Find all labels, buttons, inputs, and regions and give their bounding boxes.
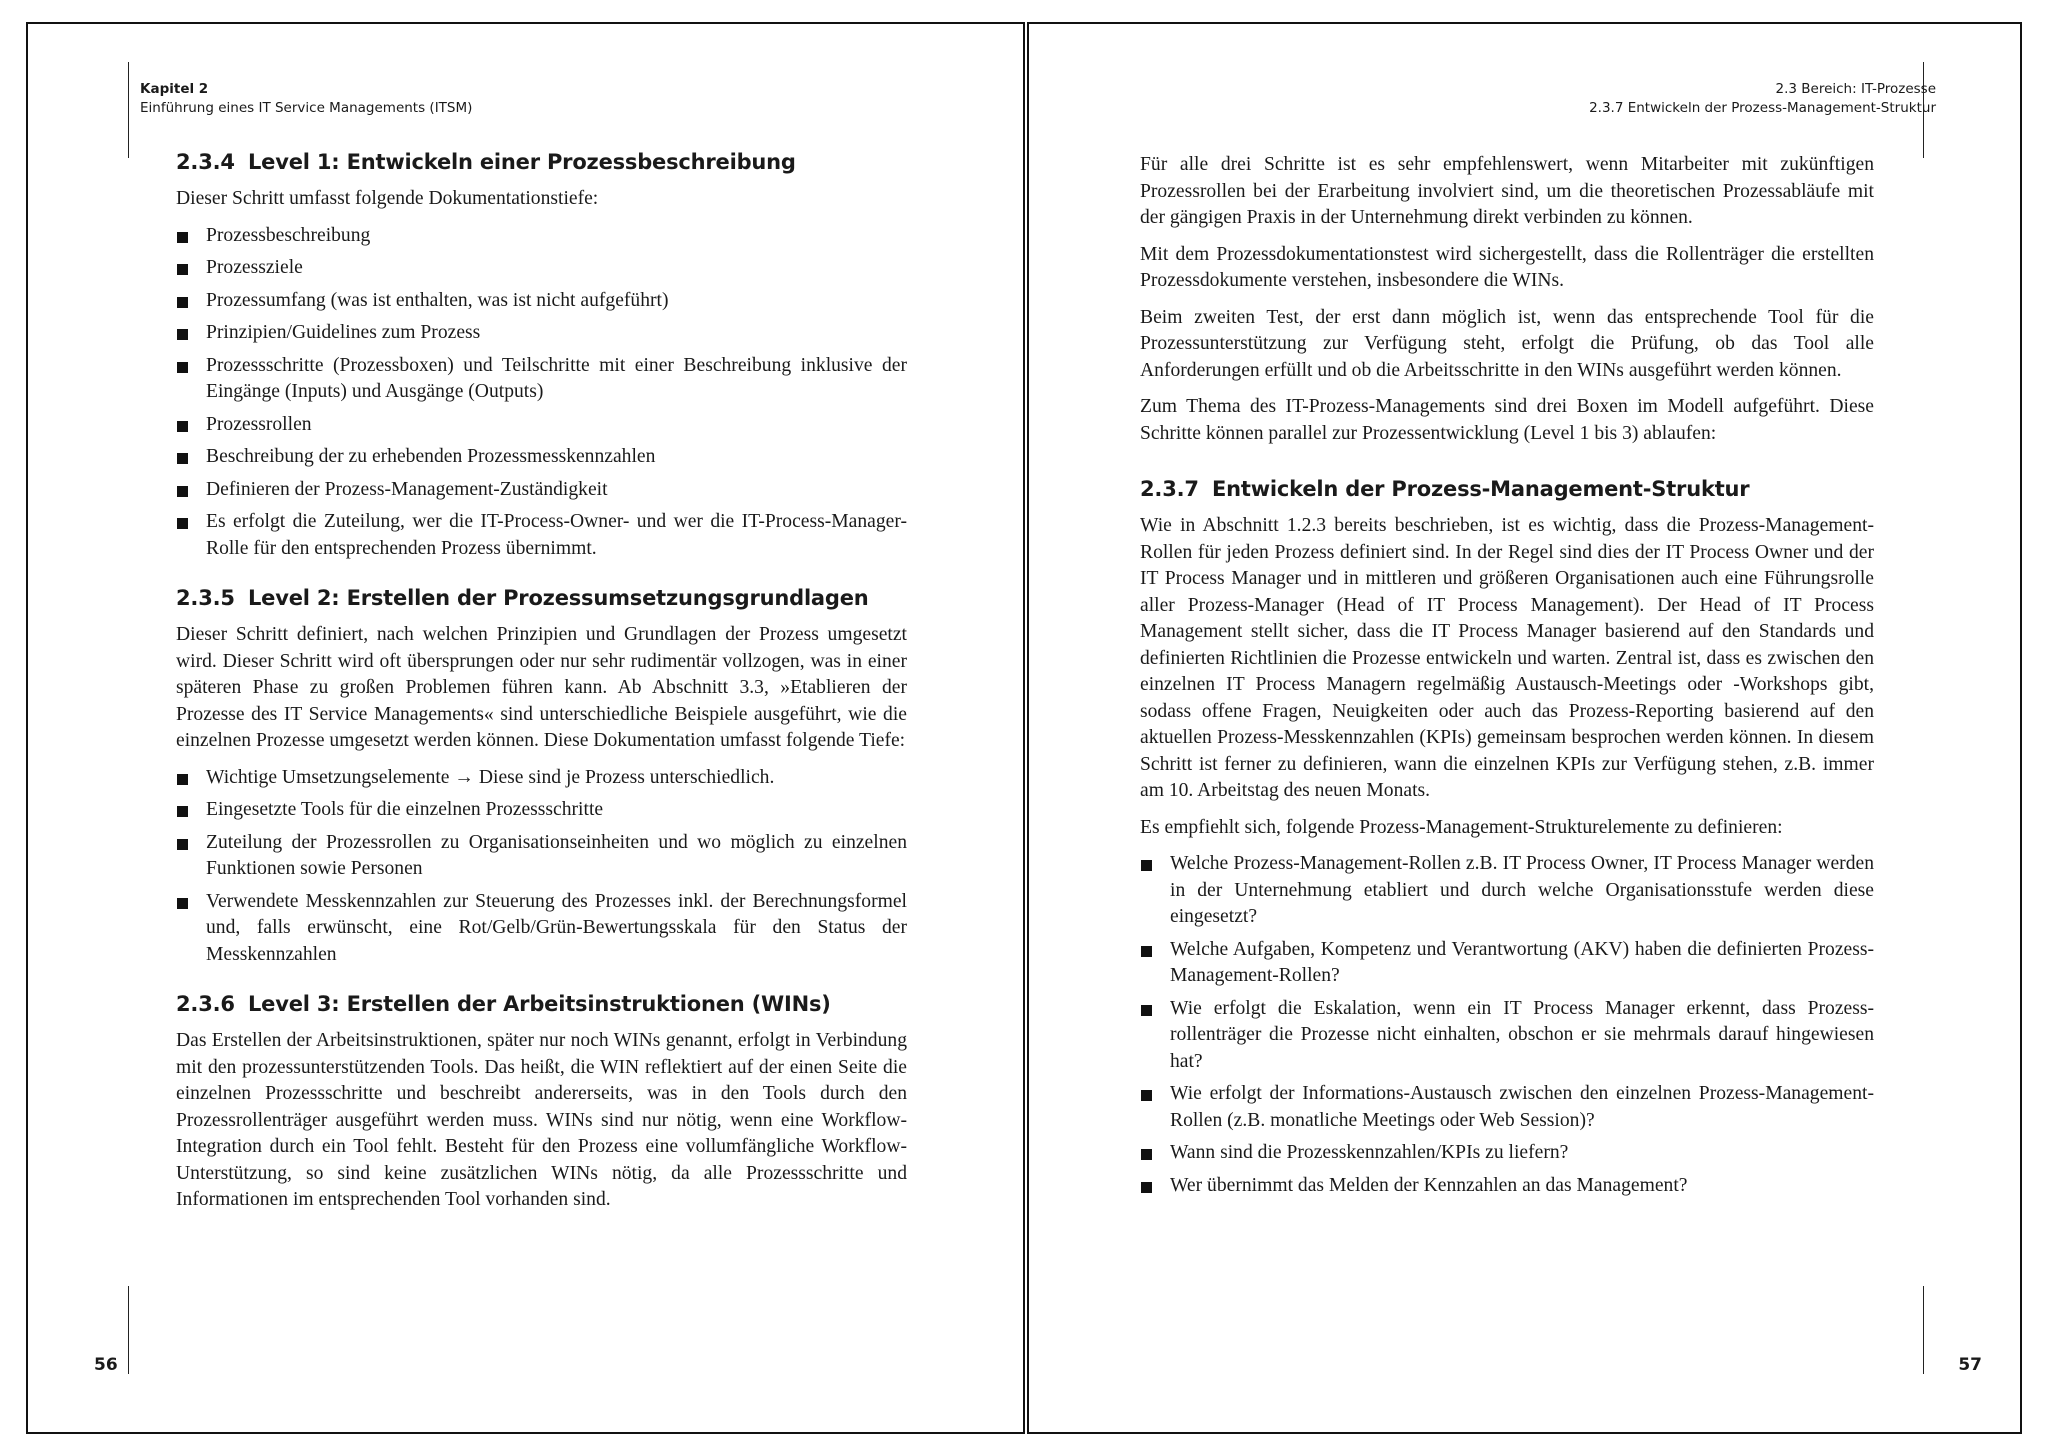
paragraph: Beim zweiten Test, der erst dann möglich ist, wenn das entsprechende Tool für die Prozessunterstützung zur Verfügung steht, erfolgt die Prüfung, ob das Tool alle Anforderungen erfüllt und ob die Arbeitsschritte in den WINs ausgeführt werden können. <box>1140 306 1874 381</box>
bullet-square-icon <box>177 898 188 909</box>
section-intro: Das Erstellen der Arbeitsinstruktionen, später nur noch WINs genannt, erfolgt in Verbindung mit den prozessunterstützenden Tools. Das heißt, die WIN reflektiert auf der einen Seite die einzelnen Prozessschritte und beschreibt andererseits, was in den Tools durch den Prozessrollenträger ausgeführt werden muss. WINs sind nur nötig, wenn eine Workflow-Integration durch ein Tool fehlt. Besteht für den Prozess eine vollumfängliche Workflow-Unterstützung, so sind keine zusätzlichen WINs nötig, da alle Prozessschritte und Informationen im entsprechenden Tool vorhanden sind. <box>176 1030 907 1210</box>
bullet-square-icon <box>177 453 188 464</box>
bullet-square-icon <box>177 806 188 817</box>
bullet-square-icon <box>177 297 188 308</box>
bullet-square-icon <box>177 264 188 275</box>
bullet-square-icon <box>177 421 188 432</box>
chapter-title: Einführung eines IT Service Managements (ITSM) <box>140 100 473 116</box>
section-number: 2.3.4 <box>176 150 235 174</box>
bullet-square-icon <box>1141 1182 1152 1193</box>
list-item: Wie erfolgt der Informations-Austausch zwischen den einzelnen Prozess-Management-Rollen (z.B. monatliche Meetings oder Web Session)? <box>1140 1081 1874 1134</box>
list-item: Prinzipien/Guidelines zum Prozess <box>176 320 907 347</box>
list-item: Wichtige Umsetzungselemente → Diese sind je Prozess unterschiedlich. <box>176 765 907 792</box>
list-item: Prozessziele <box>176 255 907 282</box>
bullet-square-icon <box>1141 946 1152 957</box>
footer-rule <box>1923 1286 1924 1374</box>
bullet-square-icon <box>177 329 188 340</box>
list-item: Prozessumfang (was ist enthalten, was ist nicht aufgeführt) <box>176 288 907 315</box>
right-page <box>1027 22 2022 1434</box>
list-item: Welche Prozess-Management-Rollen z.B. IT Process Owner, IT Process Manager werden in der Unternehmung etabliert und durch welche Organisationsstufe werden diese eingesetzt? <box>1140 851 1874 931</box>
bullet-list <box>1140 851 1874 1199</box>
section-heading <box>176 148 907 176</box>
section-number: 2.3.7 <box>1140 477 1199 501</box>
list-item: Definieren der Prozess-Management-Zuständigkeit <box>176 477 907 504</box>
bullet-square-icon <box>1141 1149 1152 1160</box>
running-head-right <box>1589 80 1936 118</box>
left-page-body <box>176 148 907 1224</box>
right-page-body <box>1140 152 1874 1209</box>
list-item: Prozessrollen <box>176 412 907 439</box>
bullet-square-icon <box>177 839 188 850</box>
list-item: Zuteilung der Prozessrollen zu Organisationseinheiten und wo möglich zu einzelnen Funktionen sowie Personen <box>176 830 907 883</box>
section-heading <box>176 584 907 612</box>
list-item: Prozessbeschreibung <box>176 223 907 250</box>
section-number: 2.3.5 <box>176 586 235 610</box>
list-item: Verwendete Messkennzahlen zur Steuerung des Prozesses inkl. der Berechnungsformel und, falls erwünscht, eine Rot/Gelb/Grün-Bewertungsskala für den Status der Messkennzahlen <box>176 889 907 969</box>
bullet-square-icon <box>1141 1005 1152 1016</box>
paragraph: Für alle drei Schritte ist es sehr empfehlenswert, wenn Mitarbeiter mit zukünftigen Prozessrollen bei der Erarbeitung involviert sind, um die theoretischen Prozessabläufe mit der gängigen Praxis in der Unternehmung direkt verbinden zu können. <box>1140 154 1874 228</box>
bullet-square-icon <box>177 486 188 497</box>
list-item: Es erfolgt die Zuteilung, wer die IT-Process-Owner- und wer die IT-Process-Manager-Rolle für den entsprechenden Prozess übernimmt. <box>176 509 907 562</box>
list-item: Wer übernimmt das Melden der Kennzahlen an das Management? <box>1140 1173 1874 1200</box>
list-item: Wann sind die Prozesskennzahlen/KPIs zu liefern? <box>1140 1140 1874 1167</box>
subsection-label: 2.3.7 Entwickeln der Prozess-Management-Struktur <box>1589 100 1936 116</box>
bullet-square-icon <box>177 774 188 785</box>
page-number: 57 <box>1958 1355 1982 1375</box>
paragraph: Wie in Abschnitt 1.2.3 bereits beschrieben, ist es wichtig, dass die Prozess-Management-Rollen für jeden Prozess definiert sind. In der Regel sind dies der IT Process Owner und der IT Process Manager und in mittleren und größeren Organisationen auch eine Führungsrolle aller Prozess-Manager (Head of IT Process Management). Der Head of IT Process Management stellt sicher, dass die IT Process Manager basierend auf den Standards und definierten Richtlinien die Prozesse entwickeln und warten. Zentral ist, dass es zwischen den einzelnen IT Process Managern regelmäßig Austausch-Meetings oder -Workshops gibt, sodass offene Fragen, Neuigkeiten oder auch das Prozess-Reporting basierend auf den aktuellen Prozess-Messkennzahlen (KPIs) gemeinsam besprochen werden können. In diesem Schritt ist ferner zu definieren, wann die einzelnen KPIs zur Verfügung stehen, z.B. immer am 10. Arbeitstag des neuen Monats. <box>1140 515 1874 801</box>
bullet-square-icon <box>177 232 188 243</box>
bullet-list <box>176 223 907 563</box>
list-item: Eingesetzte Tools für die einzelnen Prozessschritte <box>176 797 907 824</box>
section-intro: Dieser Schritt definiert, nach welchen Prinzipien und Grundlagen der Prozess umgesetzt wird. Dieser Schritt wird oft übersprungen oder nur sehr rudimentär vollzogen, was in einer späteren Phase zu großen Problemen führen kann. Ab Abschnitt 3.3, »Etablieren der Prozesse des IT Service Managements« sind unterschiedliche Beispiele ausgeführt, wie die einzelnen Prozesse umgesetzt werden können. Diese Dokumentation umfasst folgende Tiefe: <box>176 624 907 751</box>
section-heading <box>176 990 907 1018</box>
running-head-left <box>140 80 472 118</box>
bullet-square-icon <box>177 362 188 373</box>
list-item: Beschreibung der zu erhebenden Prozessmesskennzahlen <box>176 444 907 471</box>
section-title: Level 2: Erstellen der Prozessumsetzungsgrundlagen <box>248 586 869 610</box>
left-page <box>26 22 1025 1434</box>
list-item: Wie erfolgt die Eskalation, wenn ein IT Process Manager erkennt, dass Prozessrollenträger die Prozesse nicht einhalten, obschon er sie mehrmals darauf hingewiesen hat? <box>1140 996 1874 1076</box>
section-title: Level 1: Entwickeln einer Prozessbeschreibung <box>248 150 796 174</box>
section-label: 2.3 Bereich: IT-Prozesse <box>1775 81 1936 97</box>
header-rule <box>128 62 129 158</box>
footer-rule <box>128 1286 129 1374</box>
paragraph: Zum Thema des IT-Prozess-Managements sind drei Boxen im Modell aufgeführt. Diese Schritte können parallel zur Prozessentwicklung (Level 1 bis 3) ablaufen: <box>1140 396 1874 444</box>
section-number: 2.3.6 <box>176 992 235 1016</box>
chapter-label: Kapitel 2 <box>140 81 209 97</box>
paragraph: Mit dem Prozessdokumentationstest wird sichergestellt, dass die Rollenträger die erstellten Prozessdokumente verstehen, insbesondere die WINs. <box>1140 243 1874 291</box>
bullet-square-icon <box>1141 1090 1152 1101</box>
section-title: Entwickeln der Prozess-Management-Struktur <box>1212 477 1750 501</box>
bullet-list <box>176 765 907 969</box>
page-number: 56 <box>94 1355 118 1375</box>
section-title: Level 3: Erstellen der Arbeitsinstruktionen (WINs) <box>248 992 831 1016</box>
section-heading <box>1140 475 1874 503</box>
list-item: Welche Aufgaben, Kompetenz und Verantwortung (AKV) haben die definierten Prozess-Management-Rollen? <box>1140 937 1874 990</box>
bullet-square-icon <box>1141 860 1152 871</box>
paragraph: Es empfiehlt sich, folgende Prozess-Management-Strukturelemente zu definieren: <box>1140 816 1783 838</box>
bullet-square-icon <box>177 518 188 529</box>
list-item: Prozessschritte (Prozessboxen) und Teilschritte mit einer Beschreibung inklusive der Eingänge (Inputs) und Ausgänge (Outputs) <box>176 353 907 406</box>
section-intro: Dieser Schritt umfasst folgende Dokumentationstiefe: <box>176 188 599 209</box>
